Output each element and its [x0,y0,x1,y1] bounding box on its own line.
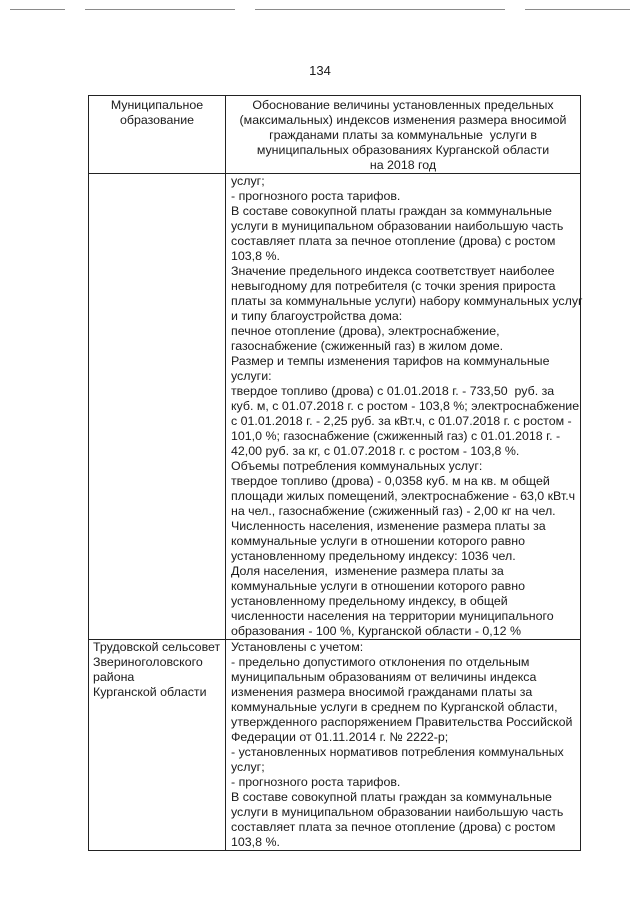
header-municipality-cell [89,96,226,174]
justification-line: Значение предельного индекса соответствует наиболее [231,264,555,278]
justification-line: - предельно допустимого отклонения по отдельным [231,655,530,669]
justification-line: утвержденного распоряжением Правительства Российской [231,715,573,729]
justification-line: составляет плата за печное отопление (дрова) с ростом [231,820,556,834]
municipality-name [89,640,225,700]
justification-line: коммунальные услуги в среднем по Курганской области, [231,700,558,714]
justification-text [226,640,580,850]
justification-line: невыгодному для потребителя (с точки зрения прироста [231,279,556,293]
justification-line: твердое топливо (дрова) - 0,0358 куб. м на кв. м общей [231,474,550,488]
header-justification-cell [226,96,581,174]
justification-line: Установлены с учетом: [231,640,364,654]
municipality-line: района [93,670,135,684]
municipality-line: Курганской области [93,685,207,699]
municipal-index-table [88,95,581,851]
justification-line: и типу благоустройства дома: [231,309,403,323]
page-number: 134 [309,63,331,78]
justification-line: услуги: [231,369,272,383]
justification-line: куб. м, с 01.07.2018 г. с ростом - 103,8 %; электроснабжение [231,399,580,413]
table-row [89,640,581,851]
scan-artifact-line [255,9,505,10]
justification-cell [226,174,581,640]
justification-line: коммунальные услуги в отношении которого равно [231,534,525,548]
justification-text [226,174,583,639]
header-municipality: Муниципальное образование [110,98,204,127]
justification-line: образования - 100 %, Курганской области - 0,12 % [231,624,521,638]
justification-line: услуг; [231,760,265,774]
justification-line: площади жилых помещений, электроснабжение - 63,0 кВт.ч [231,489,576,503]
justification-line: установленному предельному индексу: 1036 чел. [231,549,516,563]
justification-cell [226,640,581,851]
municipality-line: Звериноголовского [93,655,203,669]
justification-line: - прогнозного роста тарифов. [231,775,401,789]
justification-line: составляет плата за печное отопление (дрова) с ростом [231,234,556,248]
justification-line: коммунальные услуги в отношении которого равно [231,579,525,593]
justification-line: 42,00 руб. за кг, с 01.07.2018 г. с ростом - 103,8 %. [231,444,520,458]
justification-line: - установленных нормативов потребления коммунальных [231,745,564,759]
justification-line: В составе совокупной платы граждан за коммунальные [231,204,552,218]
justification-line: газоснабжение (сжиженный газ) в жилом доме. [231,339,504,353]
table-header-row [89,96,581,174]
justification-line: 101,0 %; газоснабжение (сжиженный газ) с 01.01.2018 г. - [231,429,561,443]
table-row [89,174,581,640]
justification-line: твердое топливо (дрова) с 01.01.2018 г. - 733,50 руб. за [231,384,555,398]
justification-line: платы за коммунальные услуги) набору коммунальных услуг [231,294,583,308]
justification-line: - прогнозного роста тарифов. [231,189,401,203]
municipality-cell [89,640,226,851]
justification-line: Федерации от 01.11.2014 г. № 2222-р; [231,730,449,744]
justification-line: печное отопление (дрова), электроснабжение, [231,324,500,338]
justification-line: 103,8 %. [231,835,280,849]
justification-line: Объемы потребления коммунальных услуг: [231,459,483,473]
justification-line: численности населения на территории муниципального [231,609,554,623]
scan-artifact-line [85,9,235,10]
justification-line: муниципальным образованиям от величины индекса [231,670,537,684]
justification-line: изменения размера вносимой гражданами платы за [231,685,533,699]
justification-line: услуг; [231,174,265,188]
justification-line: Численность населения, изменение размера платы за [231,519,546,533]
justification-line: услуги в муниципальном образовании наибольшую часть [231,219,564,233]
municipality-cell [89,174,226,640]
justification-line: Размер и темпы изменения тарифов на коммунальные [231,354,550,368]
scan-artifact-line [10,9,65,10]
justification-line: 103,8 %. [231,249,280,263]
municipality-line: Трудовской сельсовет [93,640,221,654]
justification-line: на чел., газоснабжение (сжиженный газ) - 2,00 кг на чел. [231,504,556,518]
justification-line: с 01.01.2018 г. - 2,25 руб. за кВт.ч, с 01.07.2018 г. с ростом - [231,414,572,428]
scan-artifact-line [525,9,630,10]
justification-line: установленному предельному индексу, в общей [231,594,508,608]
justification-line: В составе совокупной платы граждан за коммунальные [231,790,552,804]
header-justification: Обоснование величины установленных предельных (максимальных) индексов изменения размера вносимой гражданами платы за коммунальные услуги в муниципальных образованиях Курганской области на 2018 год [239,98,567,172]
justification-line: услуги в муниципальном образовании наибольшую часть [231,805,564,819]
justification-line: Доля населения, изменение размера платы за [231,564,504,578]
